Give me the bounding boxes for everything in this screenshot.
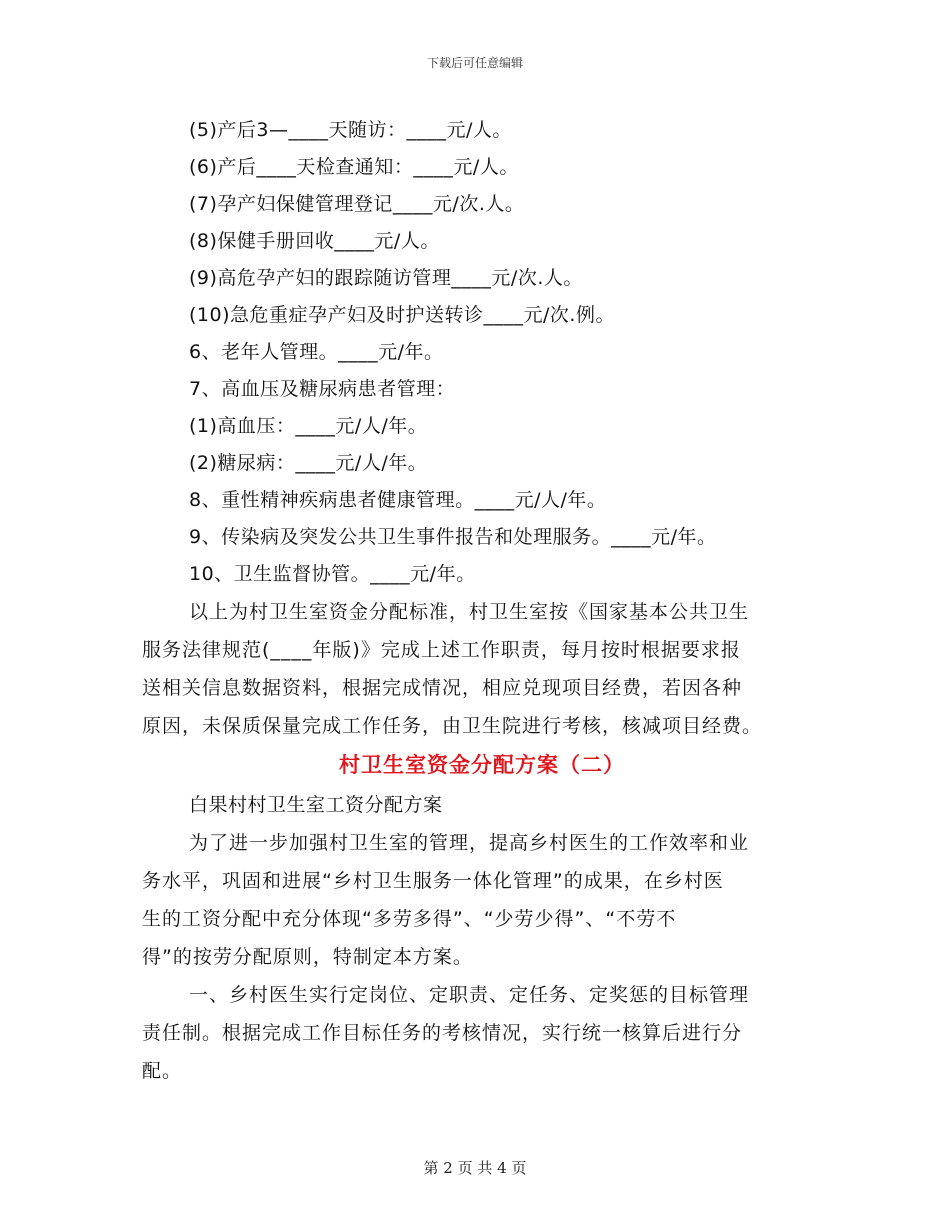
page-footer: 第 2 页 共 4 页 <box>423 1159 527 1177</box>
paragraph-line: 以上为村卫生室资金分配标准，村卫生室按《国家基本公共卫生 <box>189 601 750 623</box>
paragraph-line: 配。 <box>142 1060 183 1082</box>
intro-paragraph <box>142 824 822 976</box>
paragraph-line: 一、乡村医生实行定岗位、定职责、定任务、定奖惩的目标管理 <box>189 984 750 1006</box>
list-item: (1)高血压：____元/人/年。 <box>189 415 428 437</box>
list-item: (5)产后3—____天随访：____元/人。 <box>189 119 512 141</box>
section-title: 村卫生室资金分配方案（二） <box>339 753 625 777</box>
list-item: 6、老年人管理。____元/年。 <box>189 341 444 363</box>
paragraph-line: 得”的按劳分配原则，特制定本方案。 <box>142 946 473 968</box>
list-item: 8、重性精神疾病患者健康管理。____元/人/年。 <box>189 489 607 511</box>
paragraph-line: 服务法律规范(____年版)》完成上述工作职责，每月按时根据要求报 <box>142 639 741 661</box>
page-header: 下载后可任意编辑 <box>426 56 523 70</box>
list-item: (7)孕产妇保健管理登记____元/次.人。 <box>189 193 525 215</box>
paragraph-line: 责任制。根据完成工作目标任务的考核情况，实行统一核算后进行分 <box>142 1022 743 1044</box>
document-body <box>142 112 822 1090</box>
list-item: (9)高危孕产妇的跟踪随访管理____元/次.人。 <box>189 267 583 289</box>
subtitle: 白果村村卫生室工资分配方案 <box>189 794 443 816</box>
point-one-paragraph <box>142 976 822 1090</box>
paragraph-line: 务水平，巩固和进展“乡村卫生服务一体化管理”的成果，在乡村医 <box>142 870 724 892</box>
summary-paragraph <box>142 593 822 745</box>
paragraph-line: 送相关信息数据资料，根据完成情况，相应兑现项目经费，若因各种 <box>142 677 743 699</box>
list-item: (10)急危重症孕产妇及时护送转诊____元/次.例。 <box>189 304 615 326</box>
paragraph-line: 为了进一步加强村卫生室的管理，提高乡村医生的工作效率和业 <box>189 832 750 854</box>
list-item: 10、卫生监督协管。____元/年。 <box>189 563 476 585</box>
list-item: (2)糖尿病：____元/人/年。 <box>189 452 428 474</box>
list-item: 7、高血压及糖尿病患者管理： <box>189 378 456 400</box>
paragraph-line: 原因，未保质保量完成工作任务，由卫生院进行考核，核减项目经费。 <box>142 715 763 737</box>
paragraph-line: 生的工资分配中充分体现“多劳多得”、“少劳少得”、“不劳不 <box>142 908 677 930</box>
list-item: (8)保健手册回收____元/人。 <box>189 230 440 252</box>
list-item: 9、传染病及突发公共卫生事件报告和处理服务。____元/年。 <box>189 526 717 548</box>
list-item: (6)产后____天检查通知：____元/人。 <box>189 156 519 178</box>
